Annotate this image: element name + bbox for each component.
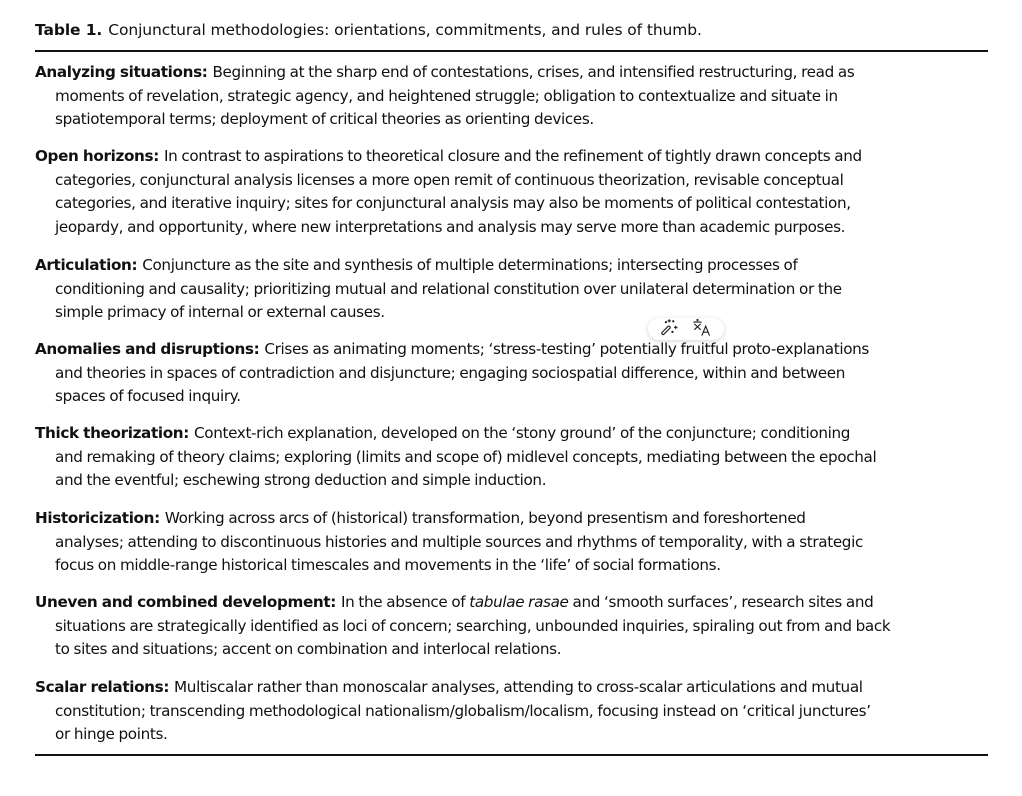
entry-text: Working across arcs of (historical) transformation, beyond presentism and foreshortened	[164, 509, 806, 527]
entry-text: Crises as animating moments; ‘stress-testing’ potentially fruitful proto-explanations	[264, 340, 869, 358]
entry-text: conditioning and causality; prioritizing mutual and relational constitution over unilateral determination or the	[55, 279, 842, 298]
entry-historicization	[35, 507, 988, 578]
entry-articulation	[35, 254, 988, 325]
entry-text: analyses; attending to discontinuous histories and multiple sources and rhythms of temporality, with a strategic	[55, 532, 863, 551]
entry-scalar-relations	[35, 676, 988, 747]
table-label: Table 1.	[35, 21, 103, 39]
table-caption-text: Conjunctural methodologies: orientations, commitments, and rules of thumb.	[108, 21, 702, 39]
entry-text: spatiotemporal terms; deployment of critical theories as orienting devices.	[55, 110, 594, 129]
entry-term: Open horizons:	[35, 147, 159, 165]
entry-term: Analyzing situations:	[35, 63, 208, 81]
entry-text: jeopardy, and opportunity, where new interpretations and analysis may serve more than academic purposes.	[55, 217, 846, 236]
translate-icon	[692, 318, 712, 340]
entry-term: Scalar relations:	[35, 678, 170, 696]
entry-text: Conjuncture as the site and synthesis of multiple determinations; intersecting processes of	[142, 256, 798, 274]
entry-text: focus on middle-range historical timescales and movements in the ‘life’ of social formations.	[55, 556, 721, 575]
table-bottom-rule	[35, 754, 988, 756]
entry-analyzing-situations	[35, 61, 988, 132]
entry-text: constitution; transcending methodological nationalism/globalism/localism, focusing instead on ‘critical junctures’	[55, 701, 871, 720]
entry-open-horizons	[35, 145, 988, 239]
entry-thick-theorization	[35, 422, 988, 493]
entry-text: moments of revelation, strategic agency, and heightened struggle; obligation to contextualize and situate in	[55, 86, 838, 105]
translate-button[interactable]	[692, 319, 712, 339]
selection-popup-toolbar	[648, 318, 724, 340]
magic-wand-button[interactable]	[660, 319, 680, 339]
entry-text: categories, conjunctural analysis licenses a more open remit of continuous theorization, revisable conceptual	[55, 170, 844, 189]
entry-text: situations are strategically identified as loci of concern; searching, unbounded inquiries, spiraling out from and back	[55, 616, 891, 635]
entry-text: In the absence of	[341, 593, 470, 611]
entry-text: Multiscalar rather than monoscalar analyses, attending to cross-scalar articulations and mutual	[174, 678, 863, 696]
entry-term: Thick theorization:	[35, 424, 189, 442]
table-top-rule	[35, 50, 988, 52]
entry-text: Context-rich explanation, developed on the ‘stony ground’ of the conjuncture; conditioning	[194, 424, 851, 442]
entry-text: and remaking of theory claims; exploring (limits and scope of) midlevel concepts, mediating between the epochal	[55, 447, 877, 466]
entry-text: spaces of focused inquiry.	[55, 387, 241, 406]
entry-term: Uneven and combined development:	[35, 593, 337, 611]
entry-text: and theories in spaces of contradiction and disjuncture; engaging sociospatial difference, within and between	[55, 363, 846, 382]
entry-term: Articulation:	[35, 256, 138, 274]
magic-wand-icon	[661, 318, 679, 340]
entry-uneven-and-combined-development	[35, 591, 988, 662]
entry-text: and the eventful; eschewing strong deduction and simple induction.	[55, 471, 547, 490]
entry-text: Beginning at the sharp end of contestations, crises, and intensified restructuring, read as	[212, 63, 855, 81]
table-caption	[35, 19, 702, 41]
entry-term: Anomalies and disruptions:	[35, 340, 260, 358]
entry-anomalies-and-disruptions	[35, 338, 988, 409]
entry-text: or hinge points.	[55, 725, 168, 744]
entry-term: Historicization:	[35, 509, 160, 527]
entry-text: In contrast to aspirations to theoretical closure and the refinement of tightly drawn concepts and	[163, 147, 862, 165]
entry-text: simple primacy of internal or external causes.	[55, 303, 385, 322]
entry-text: to sites and situations; accent on combination and interlocal relations.	[55, 640, 562, 659]
entry-text: and ‘smooth surfaces’, research sites and	[568, 593, 874, 611]
entry-text-italic: tabulae rasae	[469, 593, 569, 611]
entry-text: categories, and iterative inquiry; sites for conjunctural analysis may also be moments of political contestation,	[55, 194, 851, 213]
